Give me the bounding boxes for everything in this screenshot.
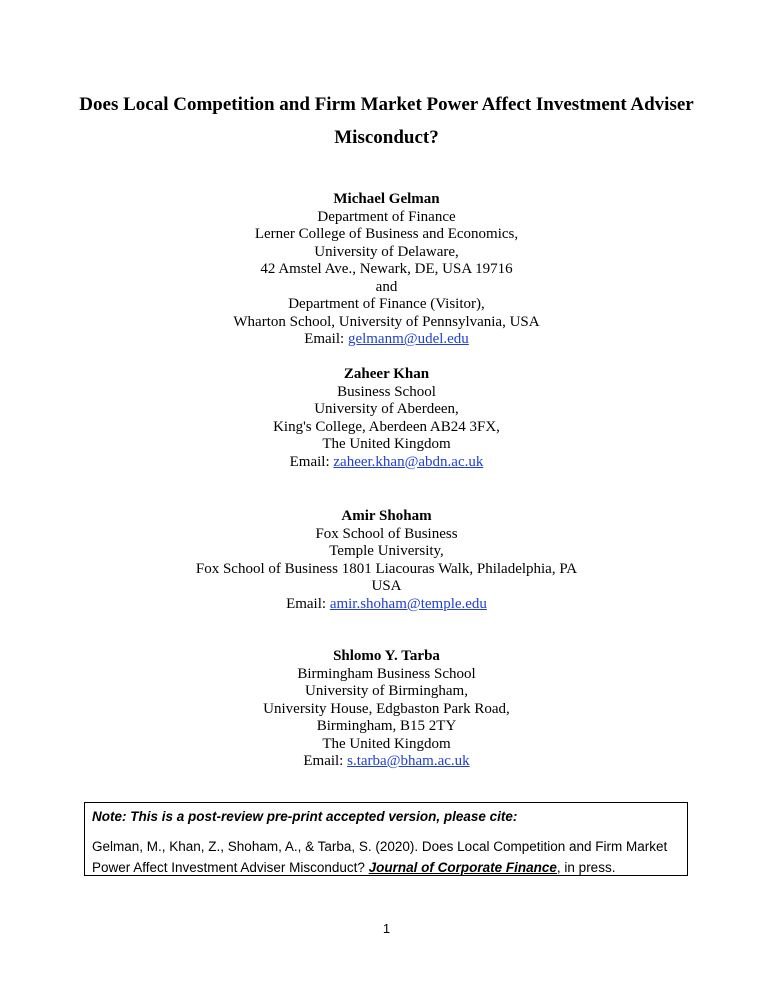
affiliation-line: Birmingham, B15 2TY [316,718,457,734]
citation-text-before: Gelman, M., Khan, Z., Shoham, A., & Tarba, S. (2020). Does Local Competition and Firm Market Power Affect Investment Adviser Misconduct? [92,839,668,875]
author-name: Michael Gelman [333,191,440,207]
author-block-khan [120,366,653,471]
citation-note-box [84,802,688,876]
paper-title [60,88,713,154]
affiliation-line: Fox School of Business [315,525,458,542]
citation-note-heading: Note: This is a post-review pre-print accepted version, please cite: [92,809,518,824]
affiliation-line: Wharton School, University of Pennsylvania, USA [233,313,540,330]
author-block-gelman [120,191,653,349]
affiliation-line: Department of Finance [317,208,456,225]
affiliation-line: Lerner College of Business and Economics, [254,226,519,242]
affiliation-line: Temple University, [329,543,444,559]
email-label: Email: [303,753,348,769]
email-label: Email: [286,595,330,612]
affiliation-line: Department of Finance (Visitor), [288,296,485,312]
author-name: Shlomo Y. Tarba [333,648,440,664]
affiliation-line: University of Aberdeen, [314,401,459,417]
author-block-tarba [120,648,653,771]
affiliation-line: USA [371,578,402,594]
affiliation-line: University House, Edgbaston Park Road, [263,700,510,717]
paper-title-line-1: Does Local Competition and Firm Market Power Affect Investment Adviser [79,94,694,115]
email-line [120,331,653,349]
email-link[interactable]: amir.shoham@temple.edu [329,595,487,612]
email-line [120,753,653,771]
affiliation-line: University of Birmingham, [305,683,468,699]
affiliation-line: Fox School of Business 1801 Liacouras Walk, Philadelphia, PA [195,560,578,577]
affiliation-line: The United Kingdom [322,436,451,452]
journal-name: Journal of Corporate Finance [368,860,557,875]
page-number: 1 [382,921,391,936]
email-link[interactable]: zaheer.khan@abdn.ac.uk [333,453,484,470]
email-line [120,454,653,472]
citation-text-after: , in press. [556,860,616,875]
email-link[interactable]: s.tarba@bham.ac.uk [347,753,470,769]
author-name: Amir Shoham [341,508,432,524]
email-line [150,596,623,614]
affiliation-line: 42 Amstel Ave., Newark, DE, USA 19716 [260,261,513,277]
email-label: Email: [289,453,334,470]
affiliation-line: University of Delaware, [314,243,459,260]
paper-title-line-2: Misconduct? [334,127,439,148]
author-block-shoham [150,508,623,613]
email-link[interactable]: gelmanm@udel.edu [347,331,469,347]
citation-text [92,836,680,878]
affiliation-line: and [375,278,398,295]
affiliation-line: Business School [337,383,436,400]
email-label: Email: [304,331,348,347]
author-name: Zaheer Khan [343,366,430,382]
affiliation-line: Birmingham Business School [297,665,476,682]
affiliation-line: The United Kingdom [322,735,451,752]
affiliation-line: King's College, Aberdeen AB24 3FX, [273,418,500,435]
